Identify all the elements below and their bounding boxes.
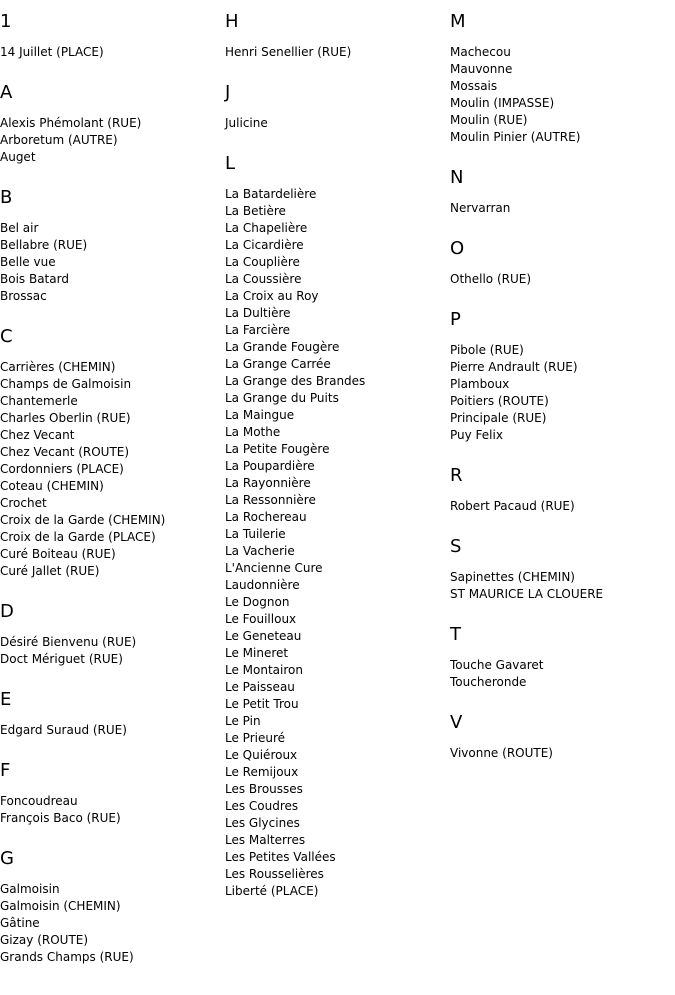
letter-heading: P — [450, 309, 461, 330]
street-item: Julicine — [225, 116, 268, 130]
street-item: La Ressonnière — [225, 493, 316, 507]
street-item: Les Malterres — [225, 833, 306, 847]
street-item: ST MAURICE LA CLOUERE — [450, 587, 604, 601]
letter-group — [225, 152, 450, 900]
letter-heading: R — [450, 465, 463, 486]
street-item: Crochet — [0, 496, 47, 510]
letter-group — [450, 308, 675, 444]
street-item: Le Pin — [225, 714, 261, 728]
street-item: Alexis Phémolant (RUE) — [0, 116, 142, 130]
street-item: Brossac — [0, 289, 47, 303]
letter-group — [450, 623, 675, 691]
street-item: La Grange des Brandes — [225, 374, 366, 388]
street-item: Arboretum (AUTRE) — [0, 133, 118, 147]
street-item: Curé Boiteau (RUE) — [0, 547, 116, 561]
street-item: La Dultière — [225, 306, 291, 320]
street-item: Sapinettes (CHEMIN) — [450, 570, 575, 584]
letter-heading: O — [450, 238, 465, 259]
street-item: La Rayonnière — [225, 476, 311, 490]
letter-heading: T — [450, 624, 461, 645]
street-item: Pibole (RUE) — [450, 343, 524, 357]
letter-heading: A — [0, 82, 13, 103]
street-item: Bellabre (RUE) — [0, 238, 88, 252]
index-column-3 — [450, 10, 675, 782]
letter-group — [0, 325, 225, 580]
letter-heading: J — [225, 82, 231, 103]
street-item: La Farcière — [225, 323, 291, 337]
letter-heading: C — [0, 326, 13, 347]
street-list — [450, 44, 675, 146]
street-item: Toucheronde — [450, 675, 527, 689]
letter-group — [450, 464, 675, 515]
street-item: La Grande Fougère — [225, 340, 340, 354]
street-list — [0, 115, 225, 166]
street-item: Croix de la Garde (PLACE) — [0, 530, 156, 544]
street-item: Doct Mériguet (RUE) — [0, 652, 123, 666]
street-item: Principale (RUE) — [450, 411, 547, 425]
street-list — [450, 745, 675, 762]
street-item: Charles Oberlin (RUE) — [0, 411, 131, 425]
letter-heading: N — [450, 167, 464, 188]
index-column-1 — [0, 10, 225, 986]
letter-heading: E — [0, 689, 12, 710]
street-item: Coteau (CHEMIN) — [0, 479, 104, 493]
street-item: Moulin (RUE) — [450, 113, 528, 127]
street-item: Champs de Galmoisin — [0, 377, 132, 391]
street-item: Touche Gavaret — [450, 658, 544, 672]
street-item: La Grange du Puits — [225, 391, 339, 405]
street-item: Othello (RUE) — [450, 272, 532, 286]
street-item: Plamboux — [450, 377, 510, 391]
street-list — [225, 186, 450, 900]
street-list — [0, 881, 225, 966]
street-item: Chantemerle — [0, 394, 78, 408]
letter-group — [0, 759, 225, 827]
letter-group — [0, 186, 225, 305]
street-item: Chez Vecant (ROUTE) — [0, 445, 130, 459]
street-item: Foncoudreau — [0, 794, 78, 808]
letter-heading: M — [450, 11, 466, 32]
letter-group — [0, 847, 225, 966]
letter-group — [450, 711, 675, 762]
street-item: Moulin Pinier (AUTRE) — [450, 130, 581, 144]
street-item: La Grange Carrée — [225, 357, 331, 371]
street-item: Le Montairon — [225, 663, 303, 677]
street-item: Le Prieuré — [225, 731, 286, 745]
street-item: Le Mineret — [225, 646, 289, 660]
street-item: Robert Pacaud (RUE) — [450, 499, 575, 513]
street-item: La Cicardière — [225, 238, 304, 252]
street-item: Galmoisin — [0, 882, 60, 896]
letter-group — [450, 535, 675, 603]
street-item: Machecou — [450, 45, 511, 59]
street-list — [450, 498, 675, 515]
street-item: Le Petit Trou — [225, 697, 299, 711]
street-list — [0, 793, 225, 827]
street-item: Le Paisseau — [225, 680, 295, 694]
street-item: Gâtine — [0, 916, 40, 930]
letter-group — [450, 166, 675, 217]
letter-heading: S — [450, 536, 462, 557]
letter-group — [0, 688, 225, 739]
street-item: Pierre Andrault (RUE) — [450, 360, 578, 374]
street-item: Poitiers (ROUTE) — [450, 394, 549, 408]
street-item: Les Rousselières — [225, 867, 324, 881]
street-item: La Mothe — [225, 425, 281, 439]
street-item: La Rochereau — [225, 510, 307, 524]
index-column-2 — [225, 10, 450, 920]
letter-group — [225, 81, 450, 132]
street-item: La Coussière — [225, 272, 302, 286]
letter-group — [225, 10, 450, 61]
street-item: Chez Vecant — [0, 428, 75, 442]
street-item: Curé Jallet (RUE) — [0, 564, 100, 578]
street-item: Les Coudres — [225, 799, 299, 813]
street-list — [0, 359, 225, 580]
street-item: Croix de la Garde (CHEMIN) — [0, 513, 166, 527]
letter-group — [450, 237, 675, 288]
street-item: Edgard Suraud (RUE) — [0, 723, 127, 737]
street-item: La Betière — [225, 204, 286, 218]
street-list — [450, 569, 675, 603]
street-item: Nervarran — [450, 201, 511, 215]
street-item: Laudonnière — [225, 578, 300, 592]
letter-group — [450, 10, 675, 146]
street-item: Le Quiéroux — [225, 748, 298, 762]
letter-group — [0, 10, 225, 61]
letter-group — [0, 81, 225, 166]
street-item: Carrières (CHEMIN) — [0, 360, 116, 374]
street-item: Henri Senellier (RUE) — [225, 45, 352, 59]
street-item: La Vacherie — [225, 544, 295, 558]
street-list — [0, 220, 225, 305]
street-item: La Petite Fougère — [225, 442, 330, 456]
letter-heading: H — [225, 11, 239, 32]
street-item: La Chapelière — [225, 221, 308, 235]
street-item: Désiré Bienvenu (RUE) — [0, 635, 137, 649]
street-item: Grands Champs (RUE) — [0, 950, 134, 964]
letter-heading: F — [0, 760, 11, 781]
street-item: François Baco (RUE) — [0, 811, 121, 825]
street-item: Les Glycines — [225, 816, 300, 830]
street-list — [225, 44, 450, 61]
street-item: La Poupardière — [225, 459, 315, 473]
street-list — [0, 634, 225, 668]
street-list — [225, 115, 450, 132]
letter-heading: G — [0, 848, 14, 869]
street-item: Les Petites Vallées — [225, 850, 336, 864]
letter-heading: D — [0, 601, 14, 622]
street-item: Cordonniers (PLACE) — [0, 462, 124, 476]
street-item: La Maingue — [225, 408, 295, 422]
street-list — [0, 44, 225, 61]
street-item: Le Dognon — [225, 595, 290, 609]
street-item: Galmoisin (CHEMIN) — [0, 899, 121, 913]
street-list — [0, 722, 225, 739]
street-list — [450, 342, 675, 444]
street-item: Moulin (IMPASSE) — [450, 96, 555, 110]
street-item: Mauvonne — [450, 62, 513, 76]
street-item: Puy Felix — [450, 428, 503, 442]
street-item: Bois Batard — [0, 272, 69, 286]
street-item: Le Fouilloux — [225, 612, 297, 626]
street-item: La Couplière — [225, 255, 300, 269]
street-item: Vivonne (ROUTE) — [450, 746, 553, 760]
street-item: Bel air — [0, 221, 39, 235]
letter-heading: V — [450, 712, 463, 733]
street-item: Gizay (ROUTE) — [0, 933, 89, 947]
letter-heading: B — [0, 187, 13, 208]
street-item: Les Brousses — [225, 782, 303, 796]
street-item: 14 Juillet (PLACE) — [0, 45, 104, 59]
street-list — [450, 271, 675, 288]
street-item: La Croix au Roy — [225, 289, 319, 303]
street-item: Mossais — [450, 79, 498, 93]
street-item: Liberté (PLACE) — [225, 884, 319, 898]
letter-heading: L — [225, 153, 236, 174]
street-list — [450, 200, 675, 217]
street-item: La Batardelière — [225, 187, 317, 201]
street-item: Le Remijoux — [225, 765, 299, 779]
letter-heading: 1 — [0, 11, 12, 32]
street-list — [450, 657, 675, 691]
street-item: Le Geneteau — [225, 629, 302, 643]
letter-group — [0, 600, 225, 668]
street-item: Belle vue — [0, 255, 56, 269]
street-item: Auget — [0, 150, 36, 164]
street-item: La Tuilerie — [225, 527, 286, 541]
street-item: L'Ancienne Cure — [225, 561, 323, 575]
